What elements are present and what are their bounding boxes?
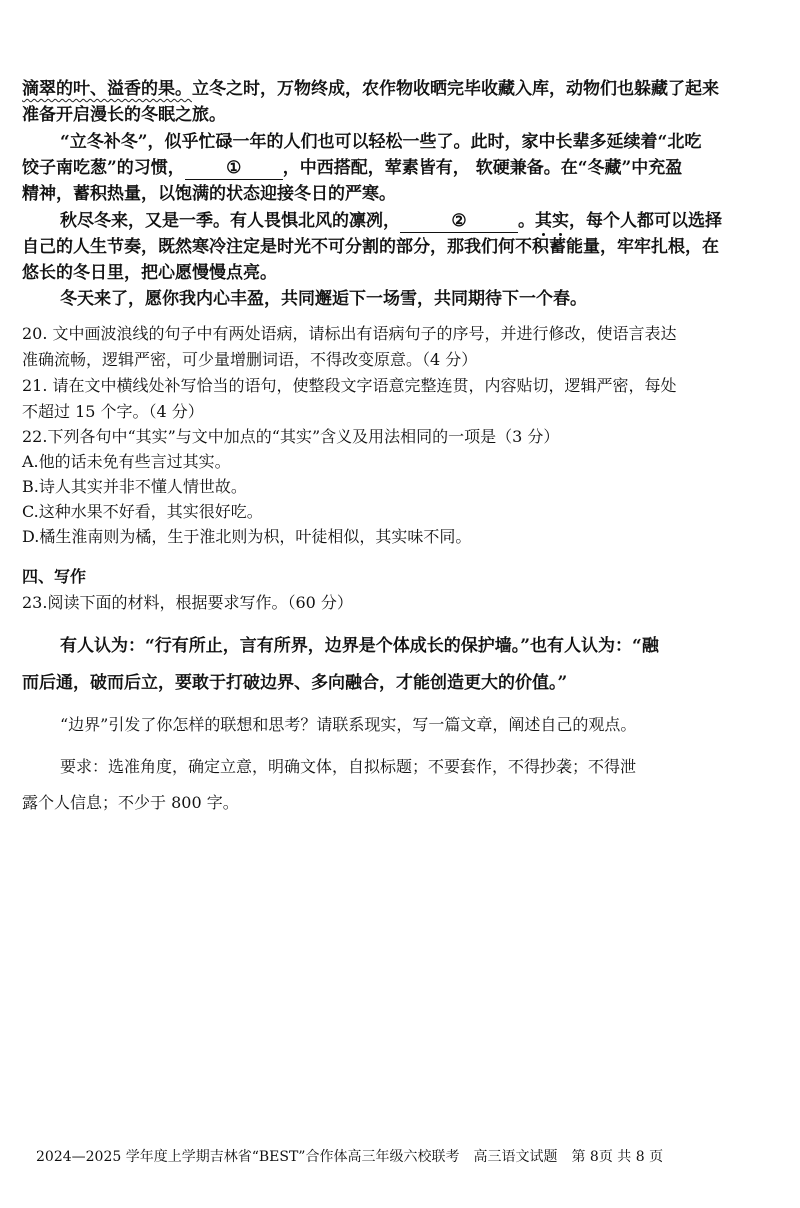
passage-text: 秋尽冬来，又是一季。有人畏惧北风的凛冽， (60, 211, 400, 231)
footer-exam-title: 2024—2025 学年度上学期吉林省“BEST”合作体高三年级六校联考 (36, 1149, 460, 1165)
passage-text: ，中西搭配，荤素皆有， 软硬兼备。在“冬藏”中充盈 (282, 158, 683, 178)
passage-line-5: 精神，蓄积热量，以饱满的状态迎接冬日的严寒。 (22, 184, 396, 204)
passage-text: 立冬之时，万物终成，农作物收晒完毕收藏入库，动物们也躲藏了起来 (192, 79, 719, 99)
section-title-writing: 四、写作 (22, 567, 87, 586)
question-20-line-2: 准确流畅，逻辑严密，可少量增删词语，不得改变原意。（4 分） (22, 350, 478, 369)
requirements-line-1: 要求：选准角度，确定立意，明确文体，自拟标题；不要套作，不得抄袭；不得泄 (60, 757, 637, 776)
passage-line-9: 冬天来了，愿你我内心丰盈，共同邂逅下一场雪，共同期待下一个春。 (60, 289, 587, 309)
dotted-char: 实 (552, 211, 569, 231)
question-22: 22.下列各句中“其实”与文中加点的“其实”含义及用法相同的一项是（3 分） (22, 427, 560, 446)
fill-blank-2: ② (400, 210, 518, 233)
passage-line-8: 悠长的冬日里，把心愿慢慢点亮。 (22, 263, 277, 283)
material-line-1: 有人认为：“行有所止，言有所界，边界是个体成长的保护墙。”也有人认为：“融 (60, 636, 659, 656)
footer-subject: 高三语文试题 (473, 1149, 558, 1165)
question-21-line-1: 21. 请在文中横线处补写恰当的语句，使整段文字语意完整连贯，内容贴切，逻辑严密，每处 (22, 376, 677, 395)
passage-text: ，每个人都可以选择 (569, 211, 722, 231)
page-footer (36, 1146, 677, 1166)
passage-line-3: “立冬补冬”，似乎忙碌一年的人们也可以轻松一些了。此时，家中长辈多延续着“北吃 (60, 132, 702, 152)
passage-line-6 (60, 208, 776, 234)
requirements-line-2: 露个人信息；不少于 800 字。 (22, 793, 239, 812)
footer-page-number: 第 8页 共 8 页 (571, 1149, 664, 1165)
option-d: D.橘生淮南则为橘，生于淮北则为枳，叶徒相似，其实味不同。 (22, 527, 472, 546)
dotted-char: 其 (535, 211, 552, 231)
question-21-line-2: 不超过 15 个字。（4 分） (22, 402, 204, 421)
fill-blank-1: ① (185, 157, 283, 180)
passage-line-1 (22, 76, 776, 102)
passage-line-2: 准备开启漫长的冬眠之旅。 (22, 105, 226, 125)
wavy-underlined-sentence: 滴翠的叶、溢香的果。 (22, 79, 192, 99)
writing-prompt: “边界”引发了你怎样的联想和思考？请联系现实，写一篇文章，阐述自己的观点。 (60, 715, 637, 734)
option-a: A.他的话未免有些言过其实。 (22, 452, 231, 471)
passage-line-4 (22, 155, 776, 181)
material-line-2: 而后通，破而后立，要敢于打破边界、多向融合，才能创造更大的价值。” (22, 673, 568, 693)
question-20-line-1: 20. 文中画波浪线的句子中有两处语病，请标出有语病句子的序号，并进行修改，使语言表达 (22, 324, 677, 343)
question-23: 23.阅读下面的材料，根据要求写作。（60 分） (22, 593, 353, 612)
passage-text: 饺子南吃葱”的习惯， (22, 158, 185, 178)
option-b: B.诗人其实并非不懂人情世故。 (22, 477, 247, 496)
passage-line-7: 自己的人生节奏，既然寒冷注定是时光不可分割的部分，那我们何不积蓄能量，牢牢扎根，在 (22, 237, 719, 257)
option-c: C.这种水果不好看，其实很好吃。 (22, 502, 263, 521)
passage-text: 。 (518, 211, 535, 231)
